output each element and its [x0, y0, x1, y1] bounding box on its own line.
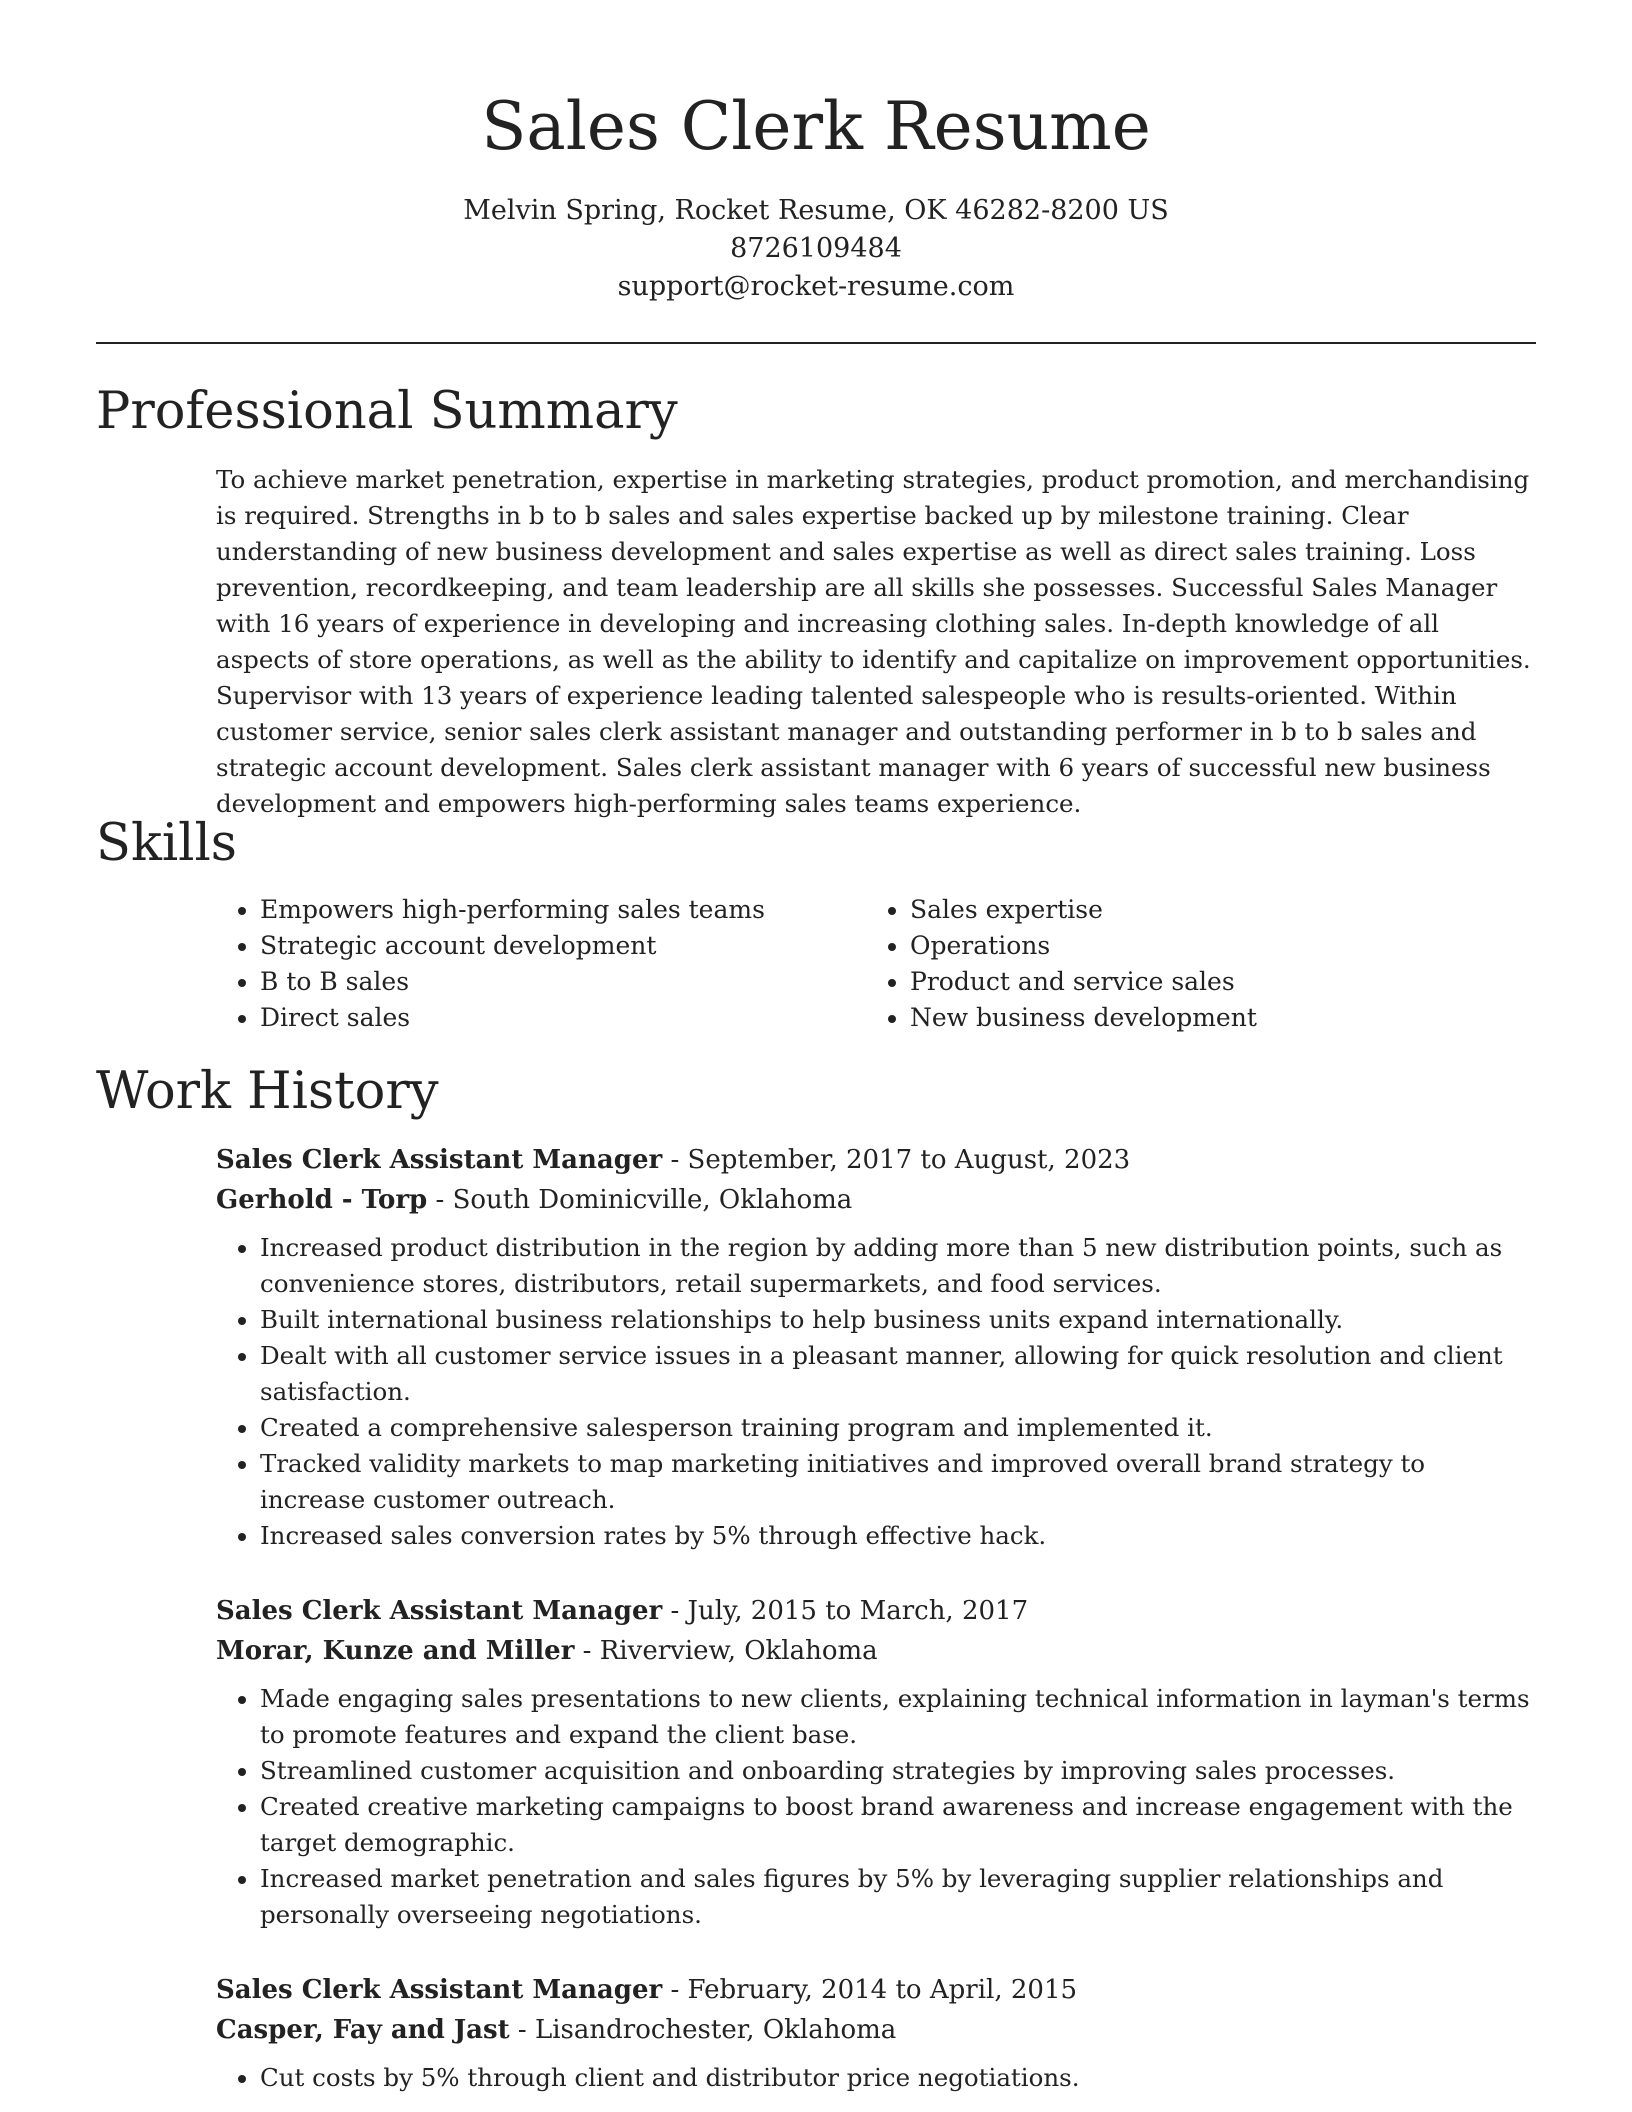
summary-text: To achieve market penetration, expertise in marketing strategies, product promotion, and merchandising is required. Strengths in b to b sales and sales expertise backed up by milestone training. Clear understanding of new business development and sales expertise as well as direct sales training. Loss prevention, recordkeeping, and team leadership are all skills she possesses. Successful Sales Manager with 16 years of experience in developing and increasing clothing sales. In-depth knowledge of all aspects of store operations, as well as the ability to identify and capitalize on improvement opportunities. Supervisor with 13 years of experience leading talented salespeople who is results-oriented. Within customer service, senior sales clerk assistant manager and outstanding performer in b to b sales and strategic account development. Sales clerk assistant manager with 6 years of successful new business development and empowers high-performing sales teams experience. — [216, 465, 1531, 818]
job-title-line — [216, 1591, 1536, 1631]
job-title-line — [216, 1140, 1536, 1180]
separator: - — [662, 1145, 688, 1175]
skill-item: • Operations — [910, 928, 1516, 964]
job-company-line — [216, 2010, 1536, 2050]
summary-heading: Professional Summary — [96, 382, 678, 441]
job-title: Sales Clerk Assistant Manager — [216, 1596, 663, 1626]
header-divider — [96, 342, 1536, 344]
job-bullet: • Tracked validity markets to map marketing initiatives and improved overall brand strategy to increase customer outreach. — [260, 1446, 1536, 1518]
work-history-heading: Work History — [96, 1062, 439, 1121]
skill-item: • Strategic account development — [260, 928, 866, 964]
summary-section — [216, 462, 1536, 822]
resume-title: Sales Clerk Resume — [481, 88, 1151, 165]
job-bullet: • Built international business relationships to help business units expand internationally. — [260, 1302, 1536, 1338]
contact-phone: 8726109484 — [730, 233, 902, 264]
skill-item: • Sales expertise — [910, 892, 1516, 928]
job-bullet: • Streamlined customer acquisition and onboarding strategies by improving sales processes. — [260, 1753, 1536, 1789]
job-dates: July, 2015 to March, 2017 — [687, 1596, 1029, 1626]
job-bullet: • Dealt with all customer service issues in a pleasant manner, allowing for quick resolution and client satisfaction. — [260, 1338, 1536, 1410]
job-entry — [216, 1591, 1536, 1933]
job-location: Lisandrochester, Oklahoma — [534, 2015, 897, 2045]
job-bullet: • Increased product distribution in the region by adding more than 5 new distribution points, such as convenience stores, distributors, retail supermarkets, and food services. — [260, 1230, 1536, 1302]
job-dates: February, 2014 to April, 2015 — [687, 1975, 1078, 2005]
job-company-line — [216, 1631, 1536, 1671]
skills-section — [216, 892, 1536, 1036]
skill-item: • New business development — [910, 1000, 1516, 1036]
contact-address: Melvin Spring, Rocket Resume, OK 46282-8200 US — [463, 195, 1169, 226]
separator: - — [574, 1636, 600, 1666]
job-company: Morar, Kunze and Miller — [216, 1636, 575, 1666]
job-entry — [216, 1970, 1536, 2096]
skill-item: • Empowers high-performing sales teams — [260, 892, 866, 928]
skill-item: • Product and service sales — [910, 964, 1516, 1000]
skills-heading: Skills — [96, 814, 237, 873]
separator: - — [509, 2015, 535, 2045]
job-company: Casper, Fay and Jast — [216, 2015, 510, 2045]
job-bullet-list — [216, 1230, 1536, 1554]
job-title-line — [216, 1970, 1536, 2010]
skills-list-right — [866, 892, 1516, 1036]
job-entry — [216, 1140, 1536, 1554]
skills-list-left — [216, 892, 866, 1036]
job-bullet: • Increased sales conversion rates by 5% through effective hack. — [260, 1518, 1536, 1554]
job-bullet: • Increased market penetration and sales figures by 5% by leveraging supplier relationships and personally overseeing negotiations. — [260, 1861, 1536, 1933]
job-bullet: • Created creative marketing campaigns to boost brand awareness and increase engagement with the target demographic. — [260, 1789, 1536, 1861]
job-bullet: • Cut costs by 5% through client and distributor price negotiations. — [260, 2060, 1536, 2096]
job-company: Gerhold - Torp — [216, 1185, 428, 1215]
job-company-line — [216, 1180, 1536, 1220]
job-bullet: • Made engaging sales presentations to new clients, explaining technical information in layman's terms to promote features and expand the client base. — [260, 1681, 1536, 1753]
resume-header — [0, 0, 1632, 306]
job-bullet-list — [216, 2060, 1536, 2096]
separator: - — [427, 1185, 453, 1215]
job-dates: September, 2017 to August, 2023 — [687, 1145, 1131, 1175]
job-bullet-list — [216, 1681, 1536, 1933]
skill-item: • Direct sales — [260, 1000, 866, 1036]
separator: - — [662, 1975, 688, 2005]
job-location: South Dominicville, Oklahoma — [452, 1185, 853, 1215]
skill-item: • B to B sales — [260, 964, 866, 1000]
contact-email: support@rocket-resume.com — [617, 271, 1015, 302]
job-location: Riverview, Oklahoma — [599, 1636, 878, 1666]
job-bullet: • Created a comprehensive salesperson training program and implemented it. — [260, 1410, 1536, 1446]
contact-block — [0, 192, 1632, 306]
job-title: Sales Clerk Assistant Manager — [216, 1975, 663, 2005]
job-title: Sales Clerk Assistant Manager — [216, 1145, 663, 1175]
separator: - — [662, 1596, 688, 1626]
